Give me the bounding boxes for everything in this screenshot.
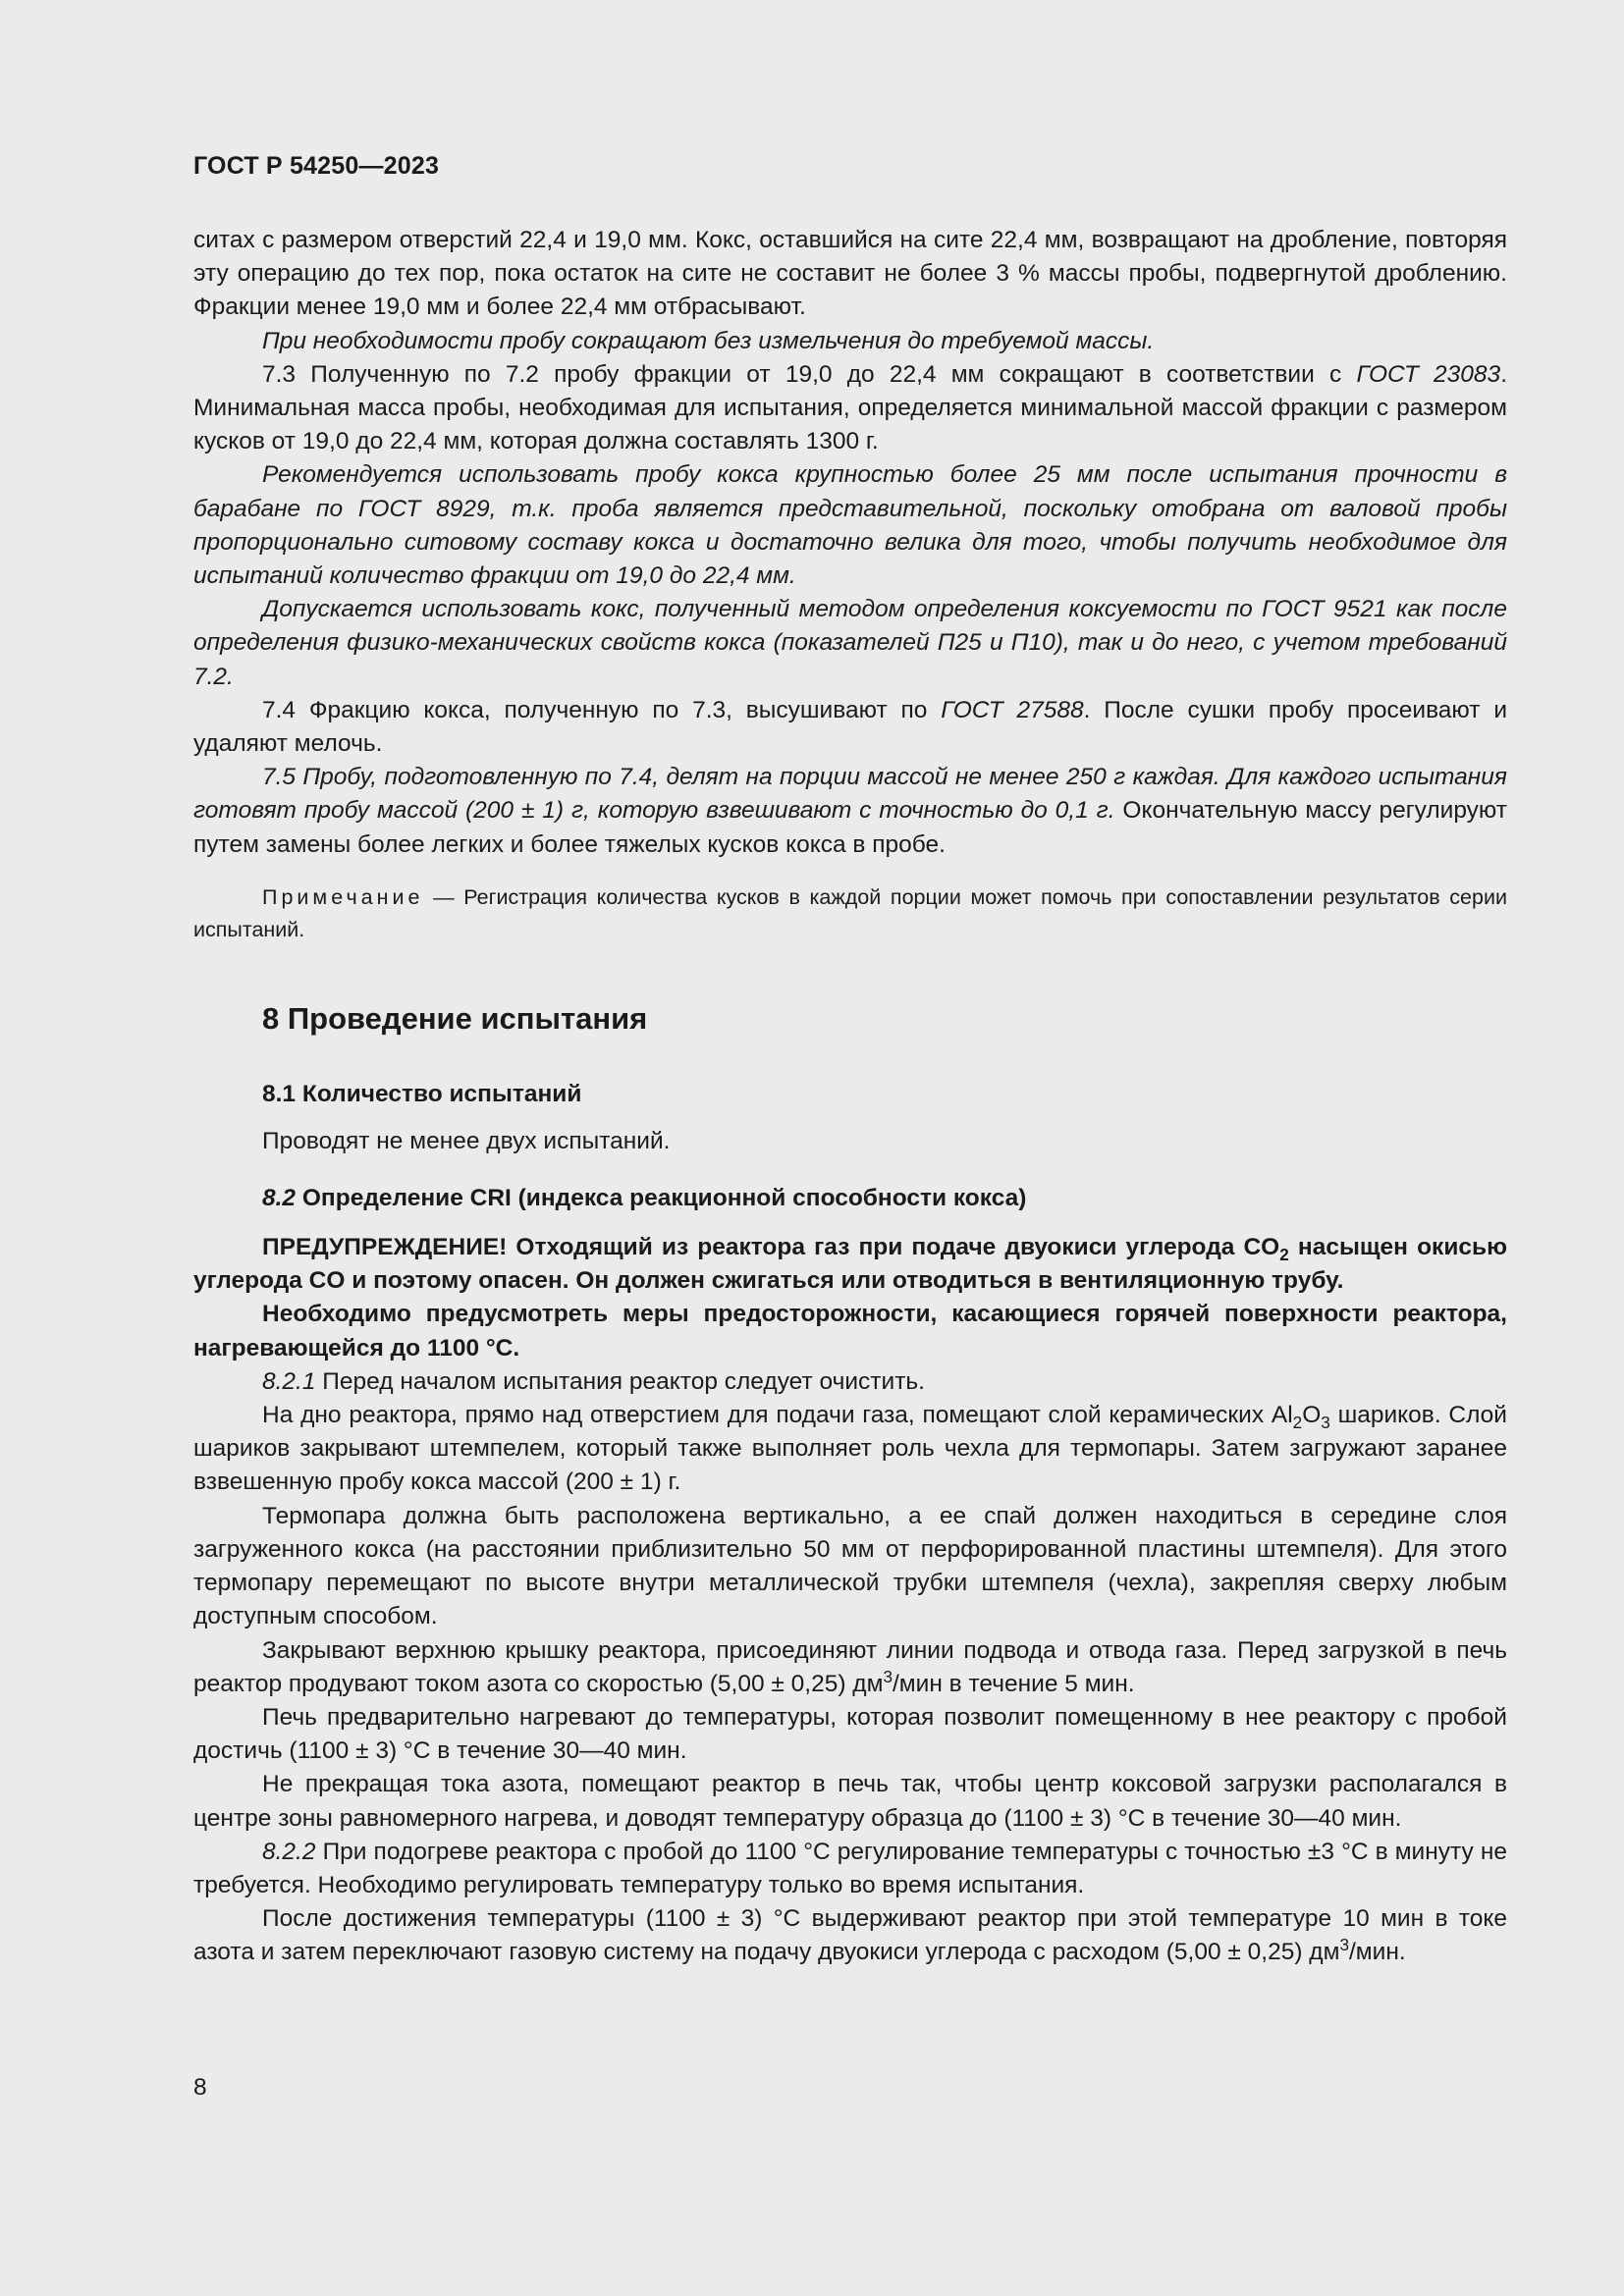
paragraph-italic: Рекомендуется использовать пробу кокса крупностью более 25 мм после испытания прочности в барабане по ГОСТ 8929, т.к. проба является представительной, поскольку отобрана от валовой пробы пропорционально ситовому составу кокса и достаточно велика для того, чтобы получить необходимое для испытаний количество фракции от 19,0 до 22,4 мм.: [193, 461, 1507, 590]
paragraph: После достижения температуры (1100 ± 3) °С выдерживают реактор при этой температуре 10 мин в токе азота и затем переключают газовую систему на подачу двуокиси углерода с расходом (5,00 ± 0,25) $дм^3$/мин.: [193, 1905, 1507, 1966]
paragraph: Проводят не менее двух испытаний.: [262, 1127, 671, 1154]
page-number: 8: [193, 2074, 207, 2101]
paragraph: ситах с размером отверстий 22,4 и 19,0 мм. Кокс, оставшийся на сите 22,4 мм, возвращают на дробление, повторяя эту операцию до тех пор, пока остаток на сите не составит не более 3 % массы пробы, подвергнутой дроблению. Фракции менее 19,0 мм и более 22,4 мм отбрасывают.: [193, 227, 1507, 321]
note: [193, 881, 1507, 946]
paragraph: Закрывают верхнюю крышку реактора, присоединяют линии подвода и отвода газа. Перед загрузкой в печь реактор продувают током азота со скоростью (5,00 ± 0,25) $дм^3$/мин в течение 5 мин.: [193, 1636, 1507, 1697]
gost-reference: ГОСТ 23083: [1356, 360, 1501, 388]
paragraph-8-2-2: 8.2.2 При подогреве реактора с пробой до 1100 °С регулирование температуры с точностью ±3 °С в минуту не требуется. Необходимо регулировать температуру только во время испытания.: [193, 1838, 1507, 1898]
paragraph-italic: При необходимости пробу сокращают без измельчения до требуемой массы.: [262, 327, 1155, 354]
warning-paragraph: ПРЕДУПРЕЖДЕНИЕ! Отходящий из реактора газ при подаче двуокиси углерода $CO_2$ насыщен окисью углерода CO и поэтому опасен. Он должен сжигаться или отводиться в вентиляционную трубу.: [193, 1234, 1507, 1295]
paragraph-8-2-1: 8.2.1 Перед началом испытания реактор следует очистить.: [262, 1367, 925, 1395]
paragraph-7-3: 7.3 Полученную по 7.2 пробу фракции от 19,0 до 22,4 мм сокращают в соответствии с ГОСТ 23083. Минимальная масса пробы, необходимая для испытания, определяется минимальной массой фракции с размером кусков от 19,0 до 22,4 мм, которая должна составлять 1300 г.: [193, 360, 1507, 455]
document-body: [193, 224, 1507, 1970]
paragraph-7-5: 7.5 Пробу, подготовленную по 7.4, делят на порции массой не менее 250 г каждая. Для каждого испытания готовят пробу массой (200 ± 1) г, которую взвешивают с точностью до 0,1 г. Окончательную массу регулируют путем замены более легких и более тяжелых кусков кокса в пробе.: [193, 764, 1507, 858]
warning-paragraph: Необходимо предусмотреть меры предосторожности, касающиеся горячей поверхности реактора, нагревающейся до 1100 °С.: [193, 1301, 1507, 1362]
document-header: ГОСТ Р 54250—2023: [193, 152, 440, 180]
note-text: — Регистрация количества кусков в каждой порции может помочь при сопоставлении результатов серии испытаний.: [193, 884, 1507, 941]
paragraph-italic: Допускается использовать кокс, полученный методом определения коксуемости по ГОСТ 9521 как после определения физико-механических свойств кокса (показателей П25 и П10), так и до него, с учетом требований 7.2.: [193, 596, 1507, 690]
paragraph-7-4: 7.4 Фракцию кокса, полученную по 7.3, высушивают по ГОСТ 27588. После сушки пробу просеивают и удаляют мелочь.: [193, 696, 1508, 758]
gost-reference: ГОСТ 27588: [941, 696, 1084, 723]
paragraph: Не прекращая тока азота, помещают реактор в печь так, чтобы центр коксовой загрузки располагался в центре зоны равномерного нагрева, и доводят температуру образца до (1100 ± 3) °С в течение 30—40 мин.: [193, 1771, 1507, 1832]
subsection-heading: 8.1 Количество испытаний: [262, 1080, 582, 1107]
paragraph: Термопара должна быть расположена вертикально, а ее спай должен находиться в середине слоя загруженного кокса (на расстоянии приблизительно 50 мм от перфорированной пластины штемпеля). Для этого термопару перемещают по высоте внутри металлической трубки штемпеля (чехла), закрепляя сверху любым доступным способом.: [193, 1502, 1507, 1630]
paragraph: На дно реактора, прямо над отверстием для подачи газа, помещают слой керамических $Al_2O_3$ шариков. Слой шариков закрывают штемпелем, который также выполняет роль чехла для термопары. Затем загружают заранее взвешенную пробу кокса массой (200 ± 1) г.: [193, 1402, 1507, 1496]
subsection-heading: 8.2 Определение CRI (индекса реакционной способности кокса): [262, 1185, 1027, 1212]
paragraph: Печь предварительно нагревают до температуры, которая позволит помещенному в нее реактору с пробой достичь (1100 ± 3) °С в течение 30—40 мин.: [193, 1703, 1507, 1765]
section-heading: 8 Проведение испытания: [262, 1000, 648, 1036]
note-label: Примечание: [262, 884, 424, 909]
